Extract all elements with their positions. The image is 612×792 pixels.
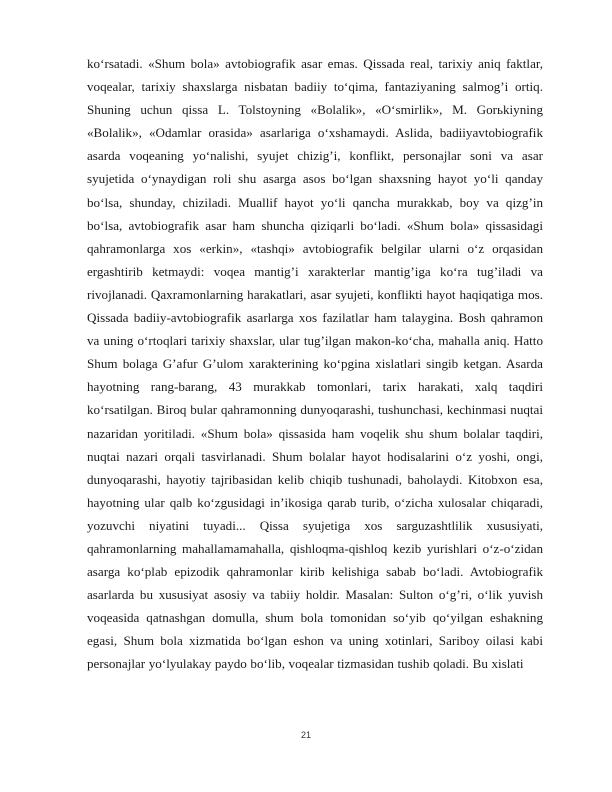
body-paragraph: ko‘rsatadi. «Shum bola» avtobiografik asar emas. Qissada real, tarixiy aniq faktlar, voqealar, tarixiy shaxslarga nisbatan badiiy to‘qima, fantaziyaning salmog’i ortiq. Shuning uchun qissa L. Tolstoyning «Bolalik», «O‘smirlik», M. Gorьkiyning «Bolalik», «Odamlar orasida» asarlariga o‘xshamaydi. Aslida, badiiyavtobiografik asarda voqeaning yo‘nalishi, syujet chizig’i, konflikt, personajlar soni va asar syujetida o‘ynaydigan roli shu asarga asos bo‘lgan shaxsning hayot yo‘li qanday bo‘lsa, shunday, chiziladi. Muallif hayot yo‘li qancha murakkab, boy va qizg’in bo‘lsa, avtobiografik asar ham shuncha qiziqarli bo‘ladi. «Shum bola» qissasidagi qahramonlarga xos «erkin», «tashqi» avtobiografik belgilar ularni o‘z orqasidan ergashtirib ketmaydi: voqea mantig’i xarakterlar mantig’iga ko‘ra tug’iladi va rivojlanadi. Qaxramonlarning harakatlari, asar syujeti, konflikti hayot haqiqatiga mos. Qissada badiiy-avtobiografik asarlarga xos fazilatlar ham talaygina. Bosh qahramon va uning o‘rtoqlari tarixiy shaxslar, ular tug’ilgan makon-ko‘cha, mahalla aniq. Hatto Shum bolaga G’afur G’ulom xarakterining ko‘pgina xislatlari singib ketgan. Asarda hayotning rang-barang, 43 murakkab tomonlari, tarix harakati, xalq taqdiri ko‘rsatilgan. Biroq bular qahramonning dunyoqarashi, tushunchasi, kechinmasi nuqtai nazaridan yoritiladi. «Shum bola» qissasida ham voqelik shu shum bolalar taqdiri, nuqtai nazari orqali tasvirlanadi. Shum bolalar hayot hodisalarini o‘z yoshi, ongi, dunyoqarashi, hayotiy tajribasidan kelib chiqib tushunadi, baholaydi. Kitobxon esa, hayotning ular qalb ko‘zgusidagi in’ikosiga qarab turib, o‘zicha xulosalar chiqaradi, yozuvchi niyatini tuyadi... Qissa syujetiga xos sarguzashtlilik xususiyati, qahramonlarning mahallamamahalla, qishloqma-qishloq kezib yurishlari o‘z-o‘zidan asarga ko‘plab epizodik qahramonlar kirib kelishiga sabab bo‘ladi. Avtobiografik asarlarda bu xususiyat asosiy va tabiiy holdir. Masalan: Sulton o‘g’ri, o‘lik yuvish voqeasida qatnashgan domulla, shum bola tomonidan so‘yib qo‘yilgan eshakning egasi, Shum bola xizmatida bo‘lgan eshon va uning xotinlari, Sariboy oilasi kabi personajlar yo‘lyulakay paydo bo‘lib, voqealar tizmasidan tushib qoladi. Bu xislati [87,56,543,672]
page-number: 21 [300,730,311,740]
